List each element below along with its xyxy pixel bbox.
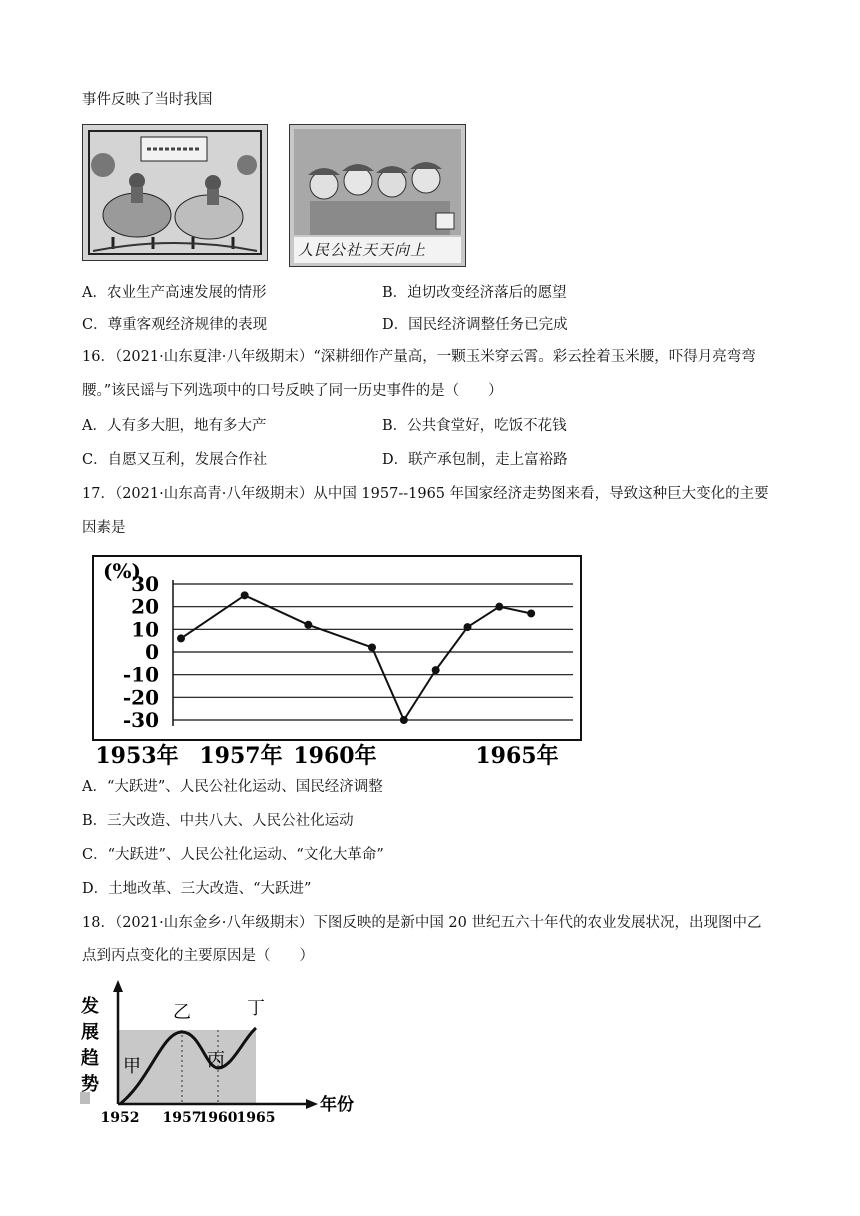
econ-ytick-label: 0 — [145, 640, 159, 664]
econ-xtick-label: 1953年 — [95, 743, 179, 769]
agri-ylabel-char: 展 — [81, 1022, 99, 1043]
agri-xtick-label: 1957 — [162, 1110, 202, 1126]
agri-xlabel: 年份 — [320, 1095, 354, 1115]
econ-xtick-label: 1965年 — [475, 743, 559, 769]
econ-ytick-label: 30 — [131, 572, 159, 596]
agri-xtick-label: 1960 — [198, 1110, 238, 1126]
econ-data-point — [304, 621, 312, 629]
q17-stem-line2: 因素是 — [82, 520, 126, 536]
econ-ytick-label: -30 — [122, 708, 159, 732]
econ-ylabel: (%) — [103, 559, 141, 583]
papercut-poster-image — [82, 124, 268, 261]
q16-option-c: C．自愿又互利，发展合作社 — [82, 452, 268, 468]
econ-data-point — [177, 634, 185, 642]
q16-option-a: A．人有多大胆，地有多大产 — [82, 418, 267, 434]
q17-option-b: B．三大改造、中共八大、人民公社化运动 — [82, 813, 354, 829]
q16-option-d: D．联产承包制，走上富裕路 — [382, 452, 568, 468]
people-commune-poster-image — [289, 124, 466, 267]
q15-option-d: D．国民经济调整任务已完成 — [382, 317, 568, 333]
agri-ylabel-char: 趋 — [81, 1048, 99, 1069]
econ-data-point — [368, 643, 376, 651]
q17-option-a: A．“大跃进”、人民公社化运动、国民经济调整 — [82, 779, 383, 795]
econ-data-point — [400, 716, 408, 724]
q17-option-c: C．“大跃进”、人民公社化运动、“文化大革命” — [82, 847, 384, 863]
q18-stem-line1: 18．（2021·山东金乡·八年级期末）下图反映的是新中国 20 世纪五六十年代的农业发展状况，出现图中乙 — [82, 915, 762, 931]
intro-text: 事件反映了当时我国 — [82, 92, 213, 108]
agri-point-label: 甲 — [123, 1056, 141, 1077]
econ-xtick-label: 1957年 — [199, 743, 283, 769]
econ-data-point — [495, 603, 503, 611]
agri-point-label: 丙 — [207, 1050, 225, 1071]
q16-option-b: B．公共食堂好，吃饭不花钱 — [382, 418, 567, 434]
poster-caption: 人民公社天天向上 — [298, 241, 427, 259]
econ-ytick-label: 10 — [131, 617, 159, 642]
q17-stem-line1: 17．（2021·山东高青·八年级期末）从中国 1957--1965 年国家经济走势图来看，导致这种巨大变化的主要 — [82, 486, 769, 502]
q18-stem-line2: 点到丙点变化的主要原因是（ ） — [82, 948, 314, 964]
q15-option-a: A．农业生产高速发展的情形 — [82, 285, 267, 301]
econ-ytick-label: -20 — [122, 685, 159, 710]
q16-stem-line1: 16．（2021·山东夏津·八年级期末）“深耕细作产量高，一颗玉米穿云霄。彩云拴着玉米腰，吓得月亮弯弯 — [82, 349, 756, 365]
economic-trend-chart — [85, 550, 585, 772]
econ-data-point — [432, 666, 440, 674]
econ-ytick-label: 20 — [131, 594, 159, 619]
agri-point-label: 乙 — [173, 1002, 191, 1023]
q15-option-b: B．迫切改变经济落后的愿望 — [382, 285, 567, 301]
agriculture-trend-chart — [78, 976, 368, 1126]
q15-option-c: C．尊重客观经济规律的表现 — [82, 317, 268, 333]
agri-ylabel-char: 势 — [81, 1074, 99, 1095]
agri-xtick-label: 1965 — [236, 1110, 276, 1126]
agri-point-label: 丁 — [247, 998, 265, 1019]
econ-data-point — [241, 591, 249, 599]
agri-xtick-label: 1952 — [100, 1110, 140, 1126]
econ-ytick-label: -10 — [122, 662, 159, 687]
econ-data-point — [464, 623, 472, 631]
agri-ylabel-char: 发 — [81, 996, 99, 1017]
q16-stem-line2: 腰。”该民谣与下列选项中的口号反映了同一历史事件的是（ ） — [82, 383, 503, 399]
q17-option-d: D．土地改革、三大改造、“大跃进” — [82, 881, 312, 897]
econ-xtick-label: 1960年 — [293, 743, 377, 769]
econ-data-point — [527, 609, 535, 617]
